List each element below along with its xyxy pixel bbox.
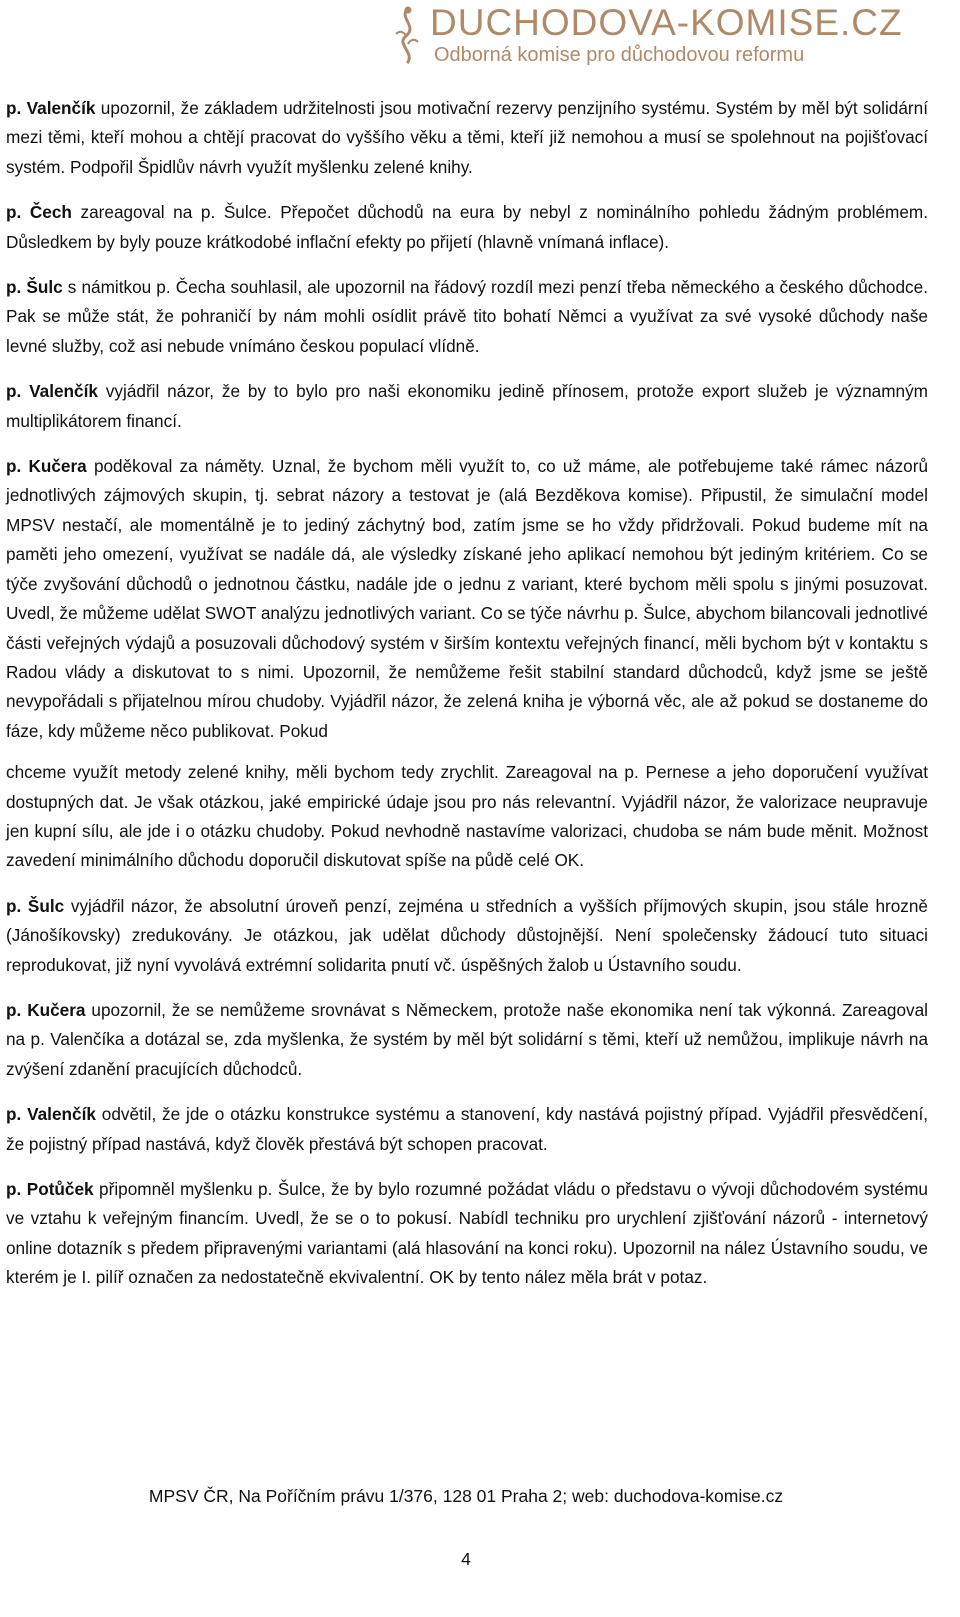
paragraph bbox=[6, 94, 928, 182]
paragraph bbox=[6, 892, 928, 980]
paragraph bbox=[6, 1175, 928, 1293]
speaker-name: p. Šulc bbox=[6, 895, 65, 916]
speaker-name: p. Valenčík bbox=[6, 381, 98, 402]
page-number: 4 bbox=[461, 1549, 471, 1569]
paragraph-text: s námitkou p. Čecha souhlasil, ale upozornil na řádový rozdíl mezi penzí třeba německého a českého důchodce. Pak se může stát, že pohraničí by nám mohli osídlit právě tito bohatí Němci a využívat za své vysoké důchody naše levné služby, což asi nebude vnímáno českou populací vlídně. bbox=[6, 277, 928, 356]
paragraph-text: upozornil, že se nemůžeme srovnávat s Německem, protože naše ekonomika není tak výkonná. Zareagoval na p. Valenčíka a dotázal se, zda myšlenka, že systém by měl být solidární s těmi, kteří už nemůžou, implikuje návrh na zvýšení zdanění pracujících důchodců. bbox=[6, 999, 928, 1079]
paragraph-text: vyjádřil názor, že by to bylo pro naši ekonomiku jedině přínosem, protože export služeb je významným multiplikátorem financí. bbox=[6, 381, 928, 431]
paragraph bbox=[6, 377, 928, 436]
paragraph bbox=[6, 452, 928, 746]
logo-subtitle: Odborná komise pro důchodovou reformu bbox=[434, 44, 805, 66]
speaker-name: p. Šulc bbox=[6, 277, 63, 298]
logo-mark-icon bbox=[388, 4, 428, 66]
paragraph bbox=[6, 198, 928, 257]
paragraph bbox=[6, 996, 928, 1084]
paragraph-text: odvětil, že jde o otázku konstrukce systému a stanovení, kdy nastává pojistný případ. Vyjádřil přesvědčení, že pojistný případ nastává, když člověk přestává být schopen pracovat. bbox=[6, 1104, 928, 1154]
speaker-name: p. Kučera bbox=[6, 999, 86, 1020]
paragraph-text: upozornil, že základem udržitelnosti jsou motivační rezervy penzijního systému. Systém by měl být solidární mezi těmi, kteří mohou a chtějí pracovat do vyššího věku a těmi, kteří již nemohou a musí se spolehnout na pojišťovací systém. Podpořil Špidlův návrh využít myšlenku zelené knihy. bbox=[6, 98, 928, 177]
paragraph-text: zareagoval na p. Šulce. Přepočet důchodů na eura by nebyl z nominálního pohledu žádným problémem. Důsledkem by byly pouze krátkodobé inflační efekty po přijetí (hlavně vnímaná inflace). bbox=[6, 202, 929, 252]
paragraph-text: připomněl myšlenku p. Šulce, že by bylo rozumné požádat vládu o představu o vývoji důchodovém systému ve vztahu k veřejným financím. Uvedl, že se o to pokusí. Nabídl techniku pro urychlení zjišťování názorů - internetový online dotazník s předem připravenými variantami (alá hlasování na konci roku). Upozornil na nález Ústavního soudu, ve kterém je I. pilíř označen za nedostatečně ekvivalentní. OK by tento nález měla brát v potaz. bbox=[6, 1179, 928, 1288]
speaker-name: p. Potůček bbox=[6, 1179, 94, 1199]
paragraph-text: poděkoval za náměty. Uznal, že bychom měli využít to, co už máme, ale potřebujeme také rámec názorů jednotlivých zájmových skupin, tj. sebrat názory a testovat je (alá Bezděkova komise). Připustil, že simulační model MPSV nestačí, ale momentálně je to jediný záchytný bod, zatím jsme se ho vždy přidržovali. Pokud budeme mít na paměti jeho omezení, využívat se nadále dá, ale výsledky získané jeho aplikací nemohou být jediným kritériem. Co se týče zvyšování důchodů o jednotnou částku, nadále jde o jednu z variant, které bychom měli spolu s jinými posuzovat. Uvedl, že můžeme udělat SWOT analýzu jednotlivých variant. Co se týče návrhu p. Šulce, abychom bilancovali jednotlivé části veřejných výdajů a posuzovali důchodový systém v širším kontextu veřejných financí, měli bychom být v kontaktu s Radou vlády a diskutovat to s nimi. Upozornil, že nemůžeme řešit stabilní standard důchodců, když jsme se ještě nevypořádali s přijatelnou mírou chudoby. Vyjádřil názor, že zelená kniha je výborná věc, ale až pokud se dostaneme do fáze, kdy můžeme něco publikovat. Pokud bbox=[6, 456, 928, 741]
minutes-body bbox=[6, 94, 928, 1309]
footer-address: MPSV ČR, Na Poříčním právu 1/376, 128 01 Praha 2; web: duchodova-komise.cz bbox=[148, 1486, 784, 1506]
paragraph bbox=[6, 758, 928, 876]
speaker-name: p. Valenčík bbox=[6, 1104, 96, 1125]
paragraph bbox=[6, 273, 928, 361]
speaker-name: p. Čech bbox=[6, 202, 72, 223]
speaker-name: p. Valenčík bbox=[6, 98, 96, 118]
paragraph bbox=[6, 1100, 928, 1159]
logo-title: DUCHODOVA-KOMISE.CZ bbox=[430, 2, 903, 43]
page-header bbox=[0, 0, 960, 70]
speaker-name: p. Kučera bbox=[6, 456, 87, 477]
paragraph-text: chceme využít metody zelené knihy, měli bychom tedy zrychlit. Zareagoval na p. Pernese a jeho doporučení využívat dostupných dat. Je však otázkou, jaké empirické údaje jsou pro nás relevantní. Vyjádřil názor, že valorizace neupravuje jen kupní sílu, ale jde i o otázku chudoby. Pokud nevhodně nastavíme valorizaci, chudoba se nám bude měnit. Možnost zavedení minimálního důchodu doporučil diskutovat spíše na půdě celé OK. bbox=[6, 762, 928, 871]
paragraph-text: vyjádřil názor, že absolutní úroveň penzí, zejména u středních a vyšších příjmových skupin, jsou stále hrozně (Jánošíkovsky) zredukovány. Je otázkou, jak udělat důchody důstojnější. Není společensky žádoucí tuto situaci reprodukovat, již nyní vyvolává extrémní solidarita pnutí vč. úspěšných žalob u Ústavního soudu. bbox=[6, 895, 928, 975]
